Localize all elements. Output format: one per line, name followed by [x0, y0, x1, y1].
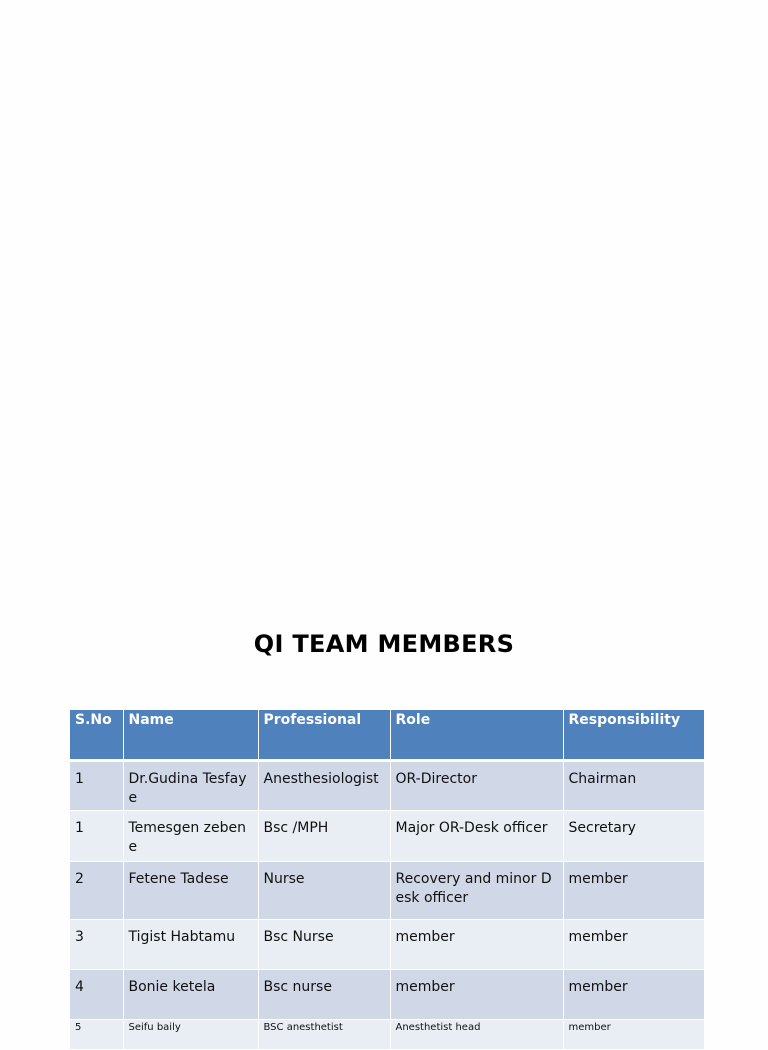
header-role: Role	[390, 710, 563, 761]
cell-responsibility: member	[563, 920, 704, 970]
cell-sno: 4	[70, 970, 123, 1020]
cell-name: Fetene Tadese	[123, 862, 258, 920]
cell-professional: Nurse	[258, 862, 390, 920]
cell-role: OR-Director	[390, 761, 563, 811]
table-header-row	[70, 710, 704, 761]
header-sno: S.No	[70, 710, 123, 761]
table-row	[70, 862, 704, 920]
header-name: Name	[123, 710, 258, 761]
cell-sno: 2	[70, 862, 123, 920]
cell-sno: 3	[70, 920, 123, 970]
cell-sno: 1	[70, 811, 123, 862]
cell-role: Recovery and minor Desk officer	[390, 862, 563, 920]
cell-responsibility: Secretary	[563, 811, 704, 862]
team-members-table	[70, 710, 704, 1050]
table-row	[70, 811, 704, 862]
cell-role: Major OR-Desk officer	[390, 811, 563, 862]
table-row	[70, 970, 704, 1020]
cell-role: Anesthetist head	[390, 1020, 563, 1050]
cell-name: Temesgen zebene	[123, 811, 258, 862]
header-professional: Professional	[258, 710, 390, 761]
cell-professional: Anesthesiologist	[258, 761, 390, 811]
table-row	[70, 920, 704, 970]
cell-professional: Bsc nurse	[258, 970, 390, 1020]
cell-professional: Bsc Nurse	[258, 920, 390, 970]
cell-role: member	[390, 970, 563, 1020]
cell-name: Bonie ketela	[123, 970, 258, 1020]
header-responsibility: Responsibility	[563, 710, 704, 761]
page-title: QI TEAM MEMBERS	[253, 630, 515, 658]
cell-role: member	[390, 920, 563, 970]
cell-sno: 5	[70, 1020, 123, 1050]
cell-responsibility: member	[563, 1020, 704, 1050]
cell-responsibility: member	[563, 970, 704, 1020]
cell-name: Tigist Habtamu	[123, 920, 258, 970]
table-row	[70, 1020, 704, 1050]
cell-responsibility: Chairman	[563, 761, 704, 811]
cell-professional: BSC anesthetist	[258, 1020, 390, 1050]
cell-sno: 1	[70, 761, 123, 811]
cell-responsibility: member	[563, 862, 704, 920]
table-row	[70, 761, 704, 811]
cell-name: Dr.Gudina Tesfaye	[123, 761, 258, 811]
cell-name: Seifu baily	[123, 1020, 258, 1050]
cell-professional: Bsc /MPH	[258, 811, 390, 862]
